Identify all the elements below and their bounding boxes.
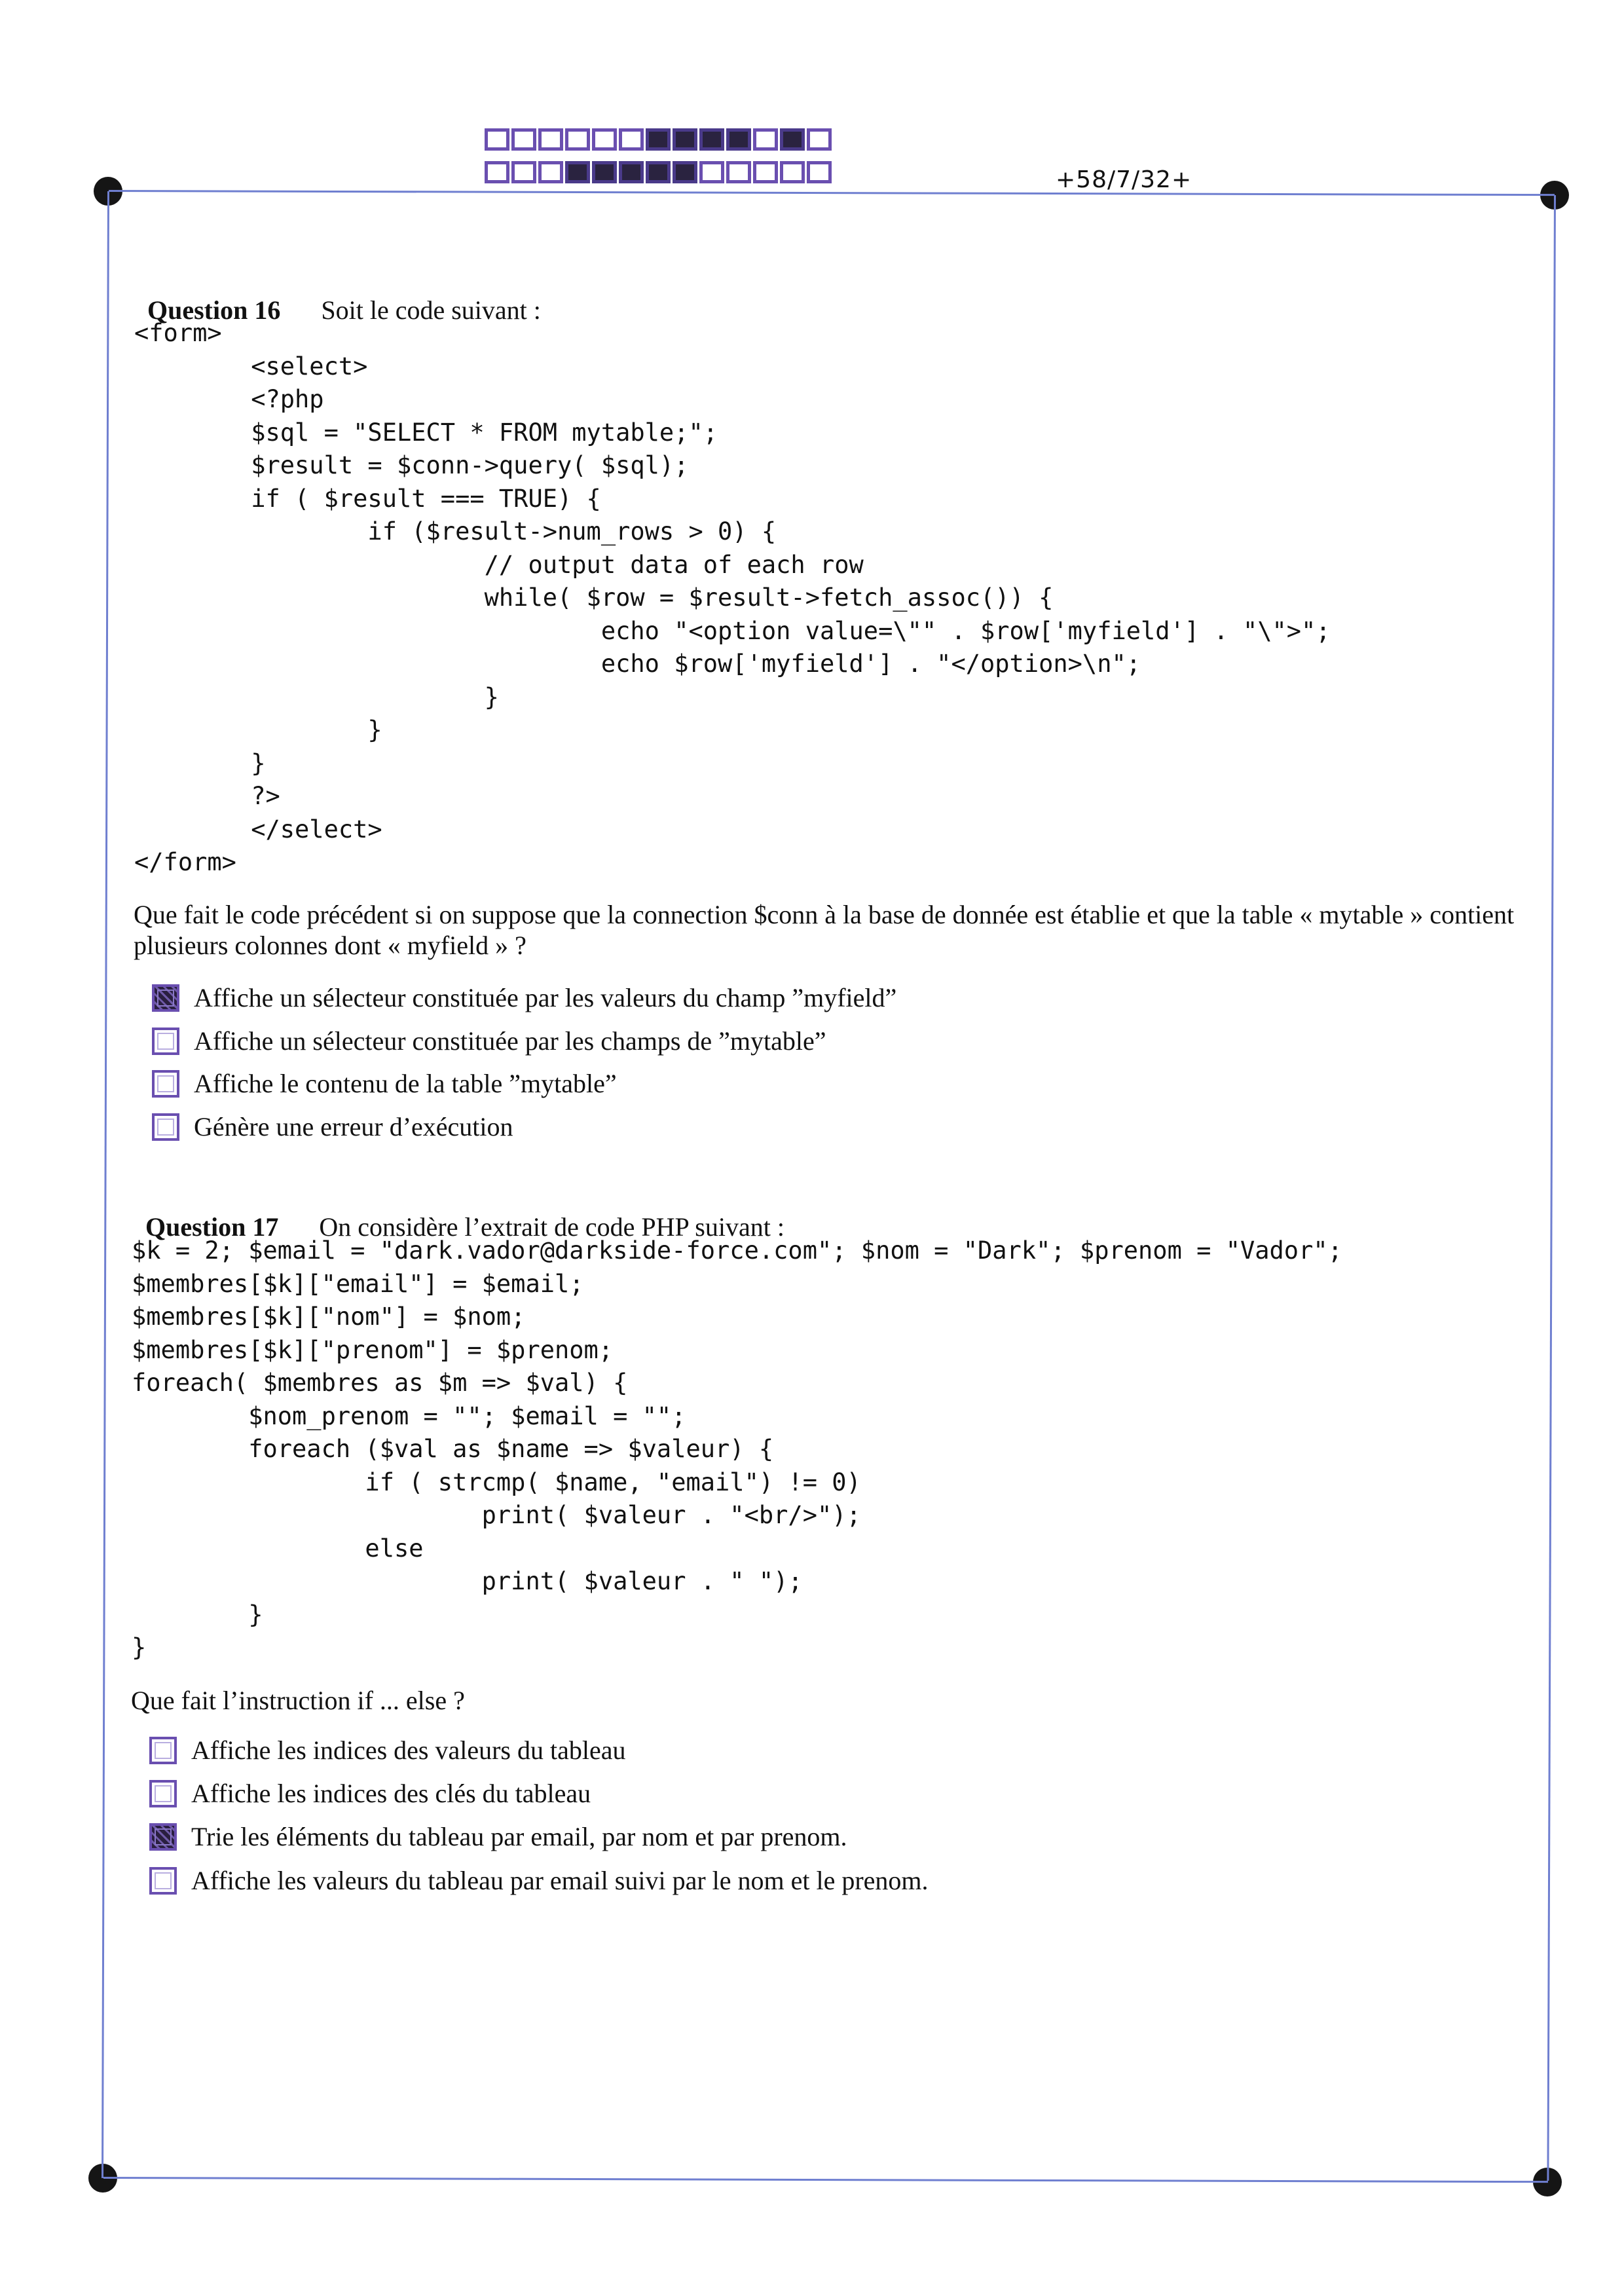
answer-option[interactable]: [149, 1778, 591, 1809]
answer-label: Génère une erreur d’exécution: [194, 1112, 513, 1141]
barcode-cell: [592, 128, 617, 151]
barcode-cell: [726, 128, 751, 151]
frame-right-line: [1547, 195, 1556, 2181]
question-17-code: $k = 2; $email = "dark.vador@darkside-force.com"; $nom = "Dark"; $prenom = "Vador"; $membres[$k]["email"] = $email; $membres[$k]["nom"] = $nom; $membres[$k]["prenom"] = $prenom; foreach( $membres as $m => $val) { $nom_prenom = ""; $email = ""; foreach ($val as $name => $valeur) { if ( strcmp( $name, "email") != 0) print( $valeur . "<br/>"); else print( $valeur . " "); } }: [132, 1236, 1342, 1661]
barcode-cell: [780, 161, 805, 183]
answer-option[interactable]: [152, 1068, 617, 1099]
answer-option[interactable]: [152, 1111, 513, 1142]
barcode-cell: [565, 128, 590, 151]
barcode-row-top: [485, 128, 834, 151]
answer-label: Affiche les indices des valeurs du tableau: [191, 1735, 626, 1765]
answer-option[interactable]: [149, 1735, 625, 1766]
barcode-cell: [619, 128, 644, 151]
question-17-intro: On considère l’extrait de code PHP suivant :: [319, 1212, 784, 1242]
answer-label: Affiche le contenu de la table ”mytable”: [194, 1069, 617, 1098]
question-16-prompt: Que fait le code précédent si on suppose que la connection $conn à la base de donnée est établie et que la table « mytable » contient plusieurs colonnes dont « myfield » ?: [134, 900, 1515, 960]
answer-label: Affiche les indices des clés du tableau: [191, 1779, 591, 1808]
question-16-code: <form> <select> <?php $sql = "SELECT * FROM mytable;"; $result = $conn->query( $sql); if ( $result === TRUE) { if ($result->num_rows > 0) { // output data of each row while( $row = $result->fetch_assoc()) { echo "<option value=\"" . $row['myfield'] . "\">"; echo $row['myfield'] . "</option>\n"; } } } ?> </select> </form>: [134, 319, 1331, 876]
frame-bottom-line: [103, 2177, 1548, 2183]
answer-label: Affiche un sélecteur constituée par les valeurs du champ ”myfield”: [194, 983, 897, 1012]
checked-checkbox[interactable]: [152, 984, 179, 1012]
checkbox[interactable]: [149, 1737, 177, 1764]
checkbox[interactable]: [149, 1780, 177, 1807]
answer-label: Affiche les valeurs du tableau par email suivi par le nom et le prenom.: [191, 1866, 929, 1895]
checkbox[interactable]: [152, 1070, 179, 1098]
question-17-prompt: Que fait l’instruction if ... else ?: [131, 1686, 465, 1715]
barcode-cell: [646, 161, 671, 183]
barcode-cell: [753, 161, 778, 183]
barcode-cell: [538, 161, 563, 183]
question-17-label: Question 17: [145, 1212, 279, 1242]
answer-label: Affiche un sélecteur constituée par les champs de ”mytable”: [194, 1026, 826, 1056]
answer-label: Trie les éléments du tableau par email, par nom et par prenom.: [191, 1822, 847, 1851]
barcode-cell: [780, 128, 805, 151]
barcode-cell: [726, 161, 751, 183]
barcode-cell: [592, 161, 617, 183]
barcode-cell: [646, 128, 671, 151]
question-17-header: [132, 1181, 784, 1242]
answer-option[interactable]: [149, 1821, 847, 1852]
barcode-cell: [511, 161, 536, 183]
barcode-cell: [807, 161, 832, 183]
question-16-header: [134, 264, 541, 325]
answer-option[interactable]: [152, 1026, 826, 1056]
checkbox[interactable]: [152, 1028, 179, 1055]
checkbox[interactable]: [152, 1113, 179, 1141]
barcode-cell: [699, 128, 724, 151]
barcode-cell: [699, 161, 724, 183]
answer-option[interactable]: [149, 1865, 929, 1896]
question-16-label: Question 16: [147, 295, 281, 325]
checkbox[interactable]: [149, 1867, 177, 1895]
page-id: +58/7/32+: [1056, 166, 1192, 193]
barcode-cell: [807, 128, 832, 151]
barcode-cell: [619, 161, 644, 183]
barcode-cell: [511, 128, 536, 151]
barcode-cell: [673, 161, 697, 183]
frame-top-line: [109, 190, 1555, 196]
barcode-cell: [538, 128, 563, 151]
question-16-intro: Soit le code suivant :: [321, 295, 541, 325]
answer-option[interactable]: [152, 982, 896, 1013]
barcode-cell: [673, 128, 697, 151]
barcode-cell: [485, 161, 509, 183]
checked-checkbox[interactable]: [149, 1823, 177, 1851]
barcode-row-bottom: [485, 161, 834, 183]
barcode-cell: [565, 161, 590, 183]
barcode-cell: [753, 128, 778, 151]
frame-left-line: [101, 191, 109, 2178]
barcode-cell: [485, 128, 509, 151]
